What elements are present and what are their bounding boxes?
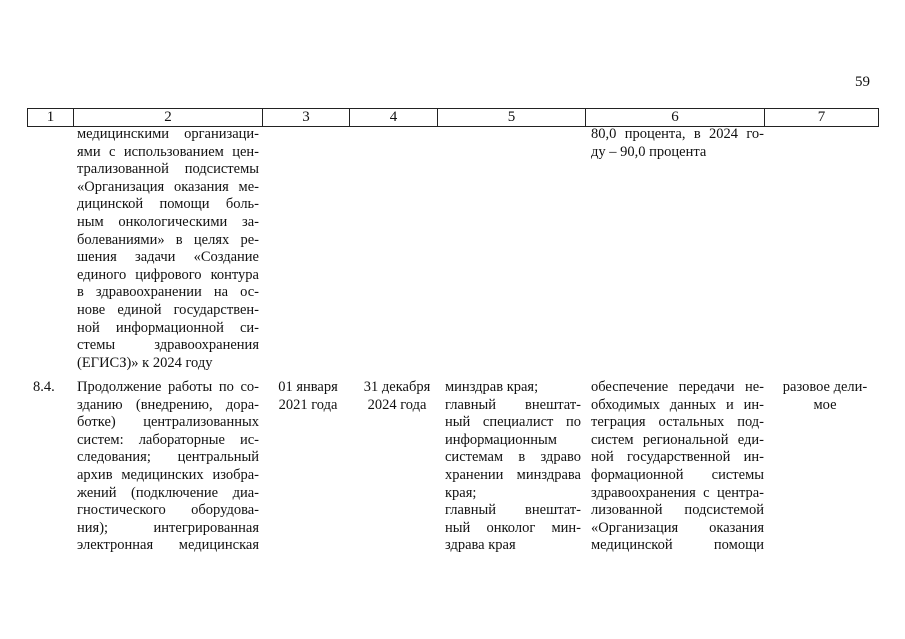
header-col-1: 1 — [28, 109, 74, 127]
continuation-description: медицинскими организаци- ями с использованием цен- трализованной подсистемы «Организация оказания ме- дицинской помощи боль- ным онкологическими за- болеваниями» в целях ре- шения задачи «Создание единого цифрового контура в здравоохранении на ос- нове единой государствен- ной информационной си- стемы здравоохранения (ЕГИСЗ)» к 2024 году — [77, 126, 259, 371]
row-description: Продолжение работы по со- зданию (внедрению, дора- ботке) централизованных систем: лабораторные ис- следования; центральный архив медицинских изобра- жений (подключение диа- гностического оборудова- ния); интегрированная электронная медицинская — [77, 379, 259, 554]
expected-result: обеспечение передачи не- обходимых данных и ин- теграция остальных под- систем региональной еди- ной государственной ин- формационной системы здравоохранения с центра- лизованной подсистемой «Организация оказания медицинской помощи — [591, 379, 764, 554]
header-col-4: 4 — [350, 109, 438, 127]
continuation-result: 80,0 процента, в 2024 го- ду – 90,0 процента — [591, 126, 764, 160]
start-date: 01 января 2021 года — [278, 379, 338, 413]
row-number: 8.4. — [33, 379, 55, 395]
indicator-type: разовое дели- мое — [782, 379, 868, 413]
responsible-parties: минздрав края; главный внештат- ный специалист по информационным системам в здраво хранении минздрава края; главный внештат- ный онколог мин- здрава края — [445, 379, 581, 554]
header-col-6: 6 — [586, 109, 765, 127]
header-col-3: 3 — [263, 109, 350, 127]
header-col-5: 5 — [438, 109, 586, 127]
table-header — [27, 108, 879, 127]
page-number: 59 — [855, 74, 870, 90]
header-col-7: 7 — [765, 109, 879, 127]
end-date: 31 декабря 2024 года — [363, 379, 431, 413]
header-col-2: 2 — [74, 109, 263, 127]
